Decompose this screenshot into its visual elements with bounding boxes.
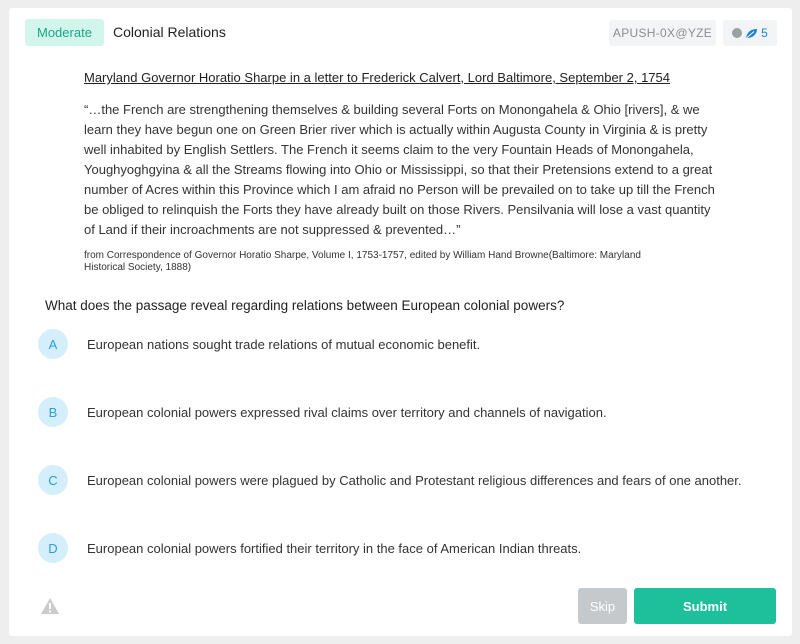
option-letter: A <box>38 329 68 359</box>
question-stem: What does the passage reveal regarding relations between European colonial powers? <box>45 298 565 313</box>
option-letter: D <box>38 533 68 563</box>
passage <box>84 70 724 274</box>
submit-button[interactable]: Submit <box>634 588 776 624</box>
option-letter: B <box>38 397 68 427</box>
option-text: European colonial powers fortified their territory in the face of American Indian threats. <box>87 540 582 556</box>
option-text: European colonial powers were plagued by Catholic and Protestant religious differences and fears of one another. <box>87 472 742 488</box>
points-badge <box>723 20 777 46</box>
topic-title: Colonial Relations <box>113 24 226 40</box>
question-card <box>9 8 792 636</box>
points-count: 5 <box>761 26 768 40</box>
warning-icon[interactable] <box>40 597 60 615</box>
answer-option-c[interactable] <box>38 465 758 495</box>
status-dot-icon <box>732 28 742 38</box>
option-letter: C <box>38 465 68 495</box>
question-id-badge: APUSH-0X@YZE <box>609 20 716 46</box>
leaf-icon <box>745 28 758 39</box>
answer-option-a[interactable] <box>38 329 758 359</box>
option-text: European nations sought trade relations of mutual economic benefit. <box>87 336 481 352</box>
answer-option-b[interactable] <box>38 397 758 427</box>
passage-quote: “…the French are strengthening themselves & building several Forts on Monongahela & Ohio [rivers], & we learn they have begun one on Green Brier river which is actually within Augusta County in Virginia & is pretty well inhabited by English Settlers. The French it seems claim to the very Fountain Heads of Monongahela, Youghyoghgyina & all the Streams flowing into Ohio or Mississippi, so that their Pretensions extend to a great number of Acres within this Province which I am afraid no Person will be prevailed on to take up till the French be obliged to relinquish the Forts they have already built on those Rivers. Pensilvania will lose a vast quantity of Land if their incroachments are not suppressed & prevented…” <box>84 102 715 237</box>
option-text: European colonial powers expressed rival claims over territory and channels of navigation. <box>87 404 607 420</box>
passage-source: Maryland Governor Horatio Sharpe in a letter to Frederick Calvert, Lord Baltimore, September 2, 1754 <box>84 70 670 85</box>
difficulty-badge: Moderate <box>25 19 104 46</box>
passage-citation: from Correspondence of Governor Horatio Sharpe, Volume I, 1753-1757, edited by William Hand Browne(Baltimore: Maryland Historical Society, 1888) <box>84 250 641 273</box>
skip-button[interactable]: Skip <box>578 588 627 624</box>
answer-option-d[interactable] <box>38 533 758 563</box>
